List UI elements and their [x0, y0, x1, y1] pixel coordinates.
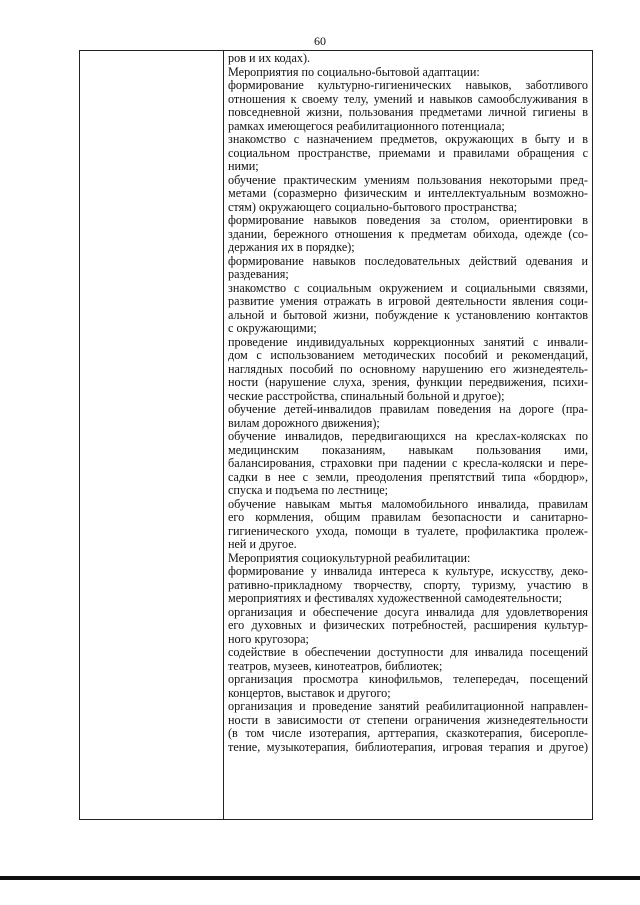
text-line: вилам дорожного движения); — [228, 415, 380, 430]
text-line: раздевания; — [228, 267, 289, 281]
text-line: медицинским показаниям, навыкам пользования ими, — [228, 442, 588, 457]
text-line: держания их в порядке); — [228, 240, 355, 254]
column-divider — [223, 51, 224, 819]
text-line: ного кругозора; — [228, 631, 309, 646]
text-line: спуска и подъема по лестнице; — [228, 483, 389, 497]
text-line: формирование культурно-гигиенических навыков, заботливого — [228, 78, 588, 92]
text-line: метами (соразмерно физическим и интеллектуальным возможно- — [228, 186, 588, 200]
text-line: ними; — [228, 159, 259, 173]
text-line: с окружающими; — [228, 321, 317, 335]
text-line: обучение практическим умениям пользования некоторыми пред- — [228, 172, 588, 187]
text-line: театров, музеев, кинотеатров, библиотек; — [228, 658, 443, 673]
text-line: ческие расстройства, спинальный больной и другое); — [228, 388, 505, 403]
text-line: альной и бытовой жизни, побуждение к установлению контактов — [228, 307, 588, 322]
text-line: стям) окружающего социально-бытового пространства; — [228, 199, 518, 214]
text-line: организация и обеспечение досуга инвалида для удовлетворения — [228, 604, 588, 619]
text-line: рамках имеющегося реабилитационного потенциала; — [228, 118, 505, 133]
text-line: его кормления, общим правилам безопасности и санитарно- — [228, 510, 588, 524]
text-line: мероприятиях и фестивалях художественной самодеятельности; — [228, 591, 563, 605]
content-table — [79, 50, 593, 820]
text-line: формирование навыков последовательных действий одевания и — [228, 253, 588, 268]
text-line: организация просмотра кинофильмов, телепередач, посещений — [228, 672, 588, 686]
text-line: повседневной жизни, пользования предметами личной гигиены в — [228, 105, 588, 119]
text-line: балансирования, страховки при падении с кресла-коляски и пере- — [228, 456, 588, 470]
text-line: знакомство с социальным окружением и социальными связями, — [228, 280, 588, 295]
text-line: его духовных и физических потребностей, расширения культур- — [228, 618, 588, 632]
text-line: содействие в обеспечении доступности для инвалида посещений — [228, 645, 588, 659]
text-line: ративно-прикладному творчеству, спорту, туризму, участию в — [228, 577, 588, 592]
text-line: отношения к своему телу, умений и навыков самообслуживания в — [228, 91, 588, 106]
text-line: тение, музыкотерапия, библиотерапия, игровая терапия и другое) — [228, 739, 588, 754]
text-line: развитие умения отражать в игровой деятельности явления соци- — [228, 294, 588, 308]
text-line: обучение инвалидов, передвигающихся на креслах-колясках по — [228, 429, 588, 443]
text-line: проведение индивидуальных коррекционных занятий с инвали- — [228, 334, 588, 349]
text-line: организация и проведение занятий реабилитационной направлен- — [228, 699, 588, 713]
text-line: социальном пространстве, приемами и правилами обращения с — [228, 145, 588, 160]
text-line: обучение навыкам мытья маломобильного инвалида, правилам — [228, 496, 588, 511]
text-line: Мероприятия по социально-бытовой адаптации: — [228, 64, 480, 79]
text-line: (в том числе изотерапия, арттерапия, сказкотерапия, бисеропле- — [228, 726, 588, 740]
text-line: формирование навыков поведения за столом, ориентировки в — [228, 213, 588, 227]
text-line: ров и их кодах). — [228, 51, 311, 65]
text-line: гигиенического ухода, помощи в туалете, профилактика пролеж- — [228, 523, 588, 538]
text-line: здании, бережного отношения к предметам обихода, одежде (со- — [228, 226, 588, 241]
text-line: знакомство с назначением предметов, окружающих в быту и в — [228, 132, 588, 146]
text-line: наглядных пособий по основному нарушению его жизнедеятель- — [228, 361, 588, 376]
text-line: концертов, выставок и другого; — [228, 685, 391, 700]
page-number: 60 — [314, 34, 326, 48]
text-line: ней и другое. — [228, 537, 297, 551]
text-line: обучение детей-инвалидов правилам поведения на дороге (пра- — [228, 402, 588, 416]
content-cell — [228, 52, 588, 754]
text-line: садки в нее с земли, преодоления препятствий типа «бордюр», — [228, 469, 588, 484]
text-line: дом с использованием методических пособий и рекомендаций, — [228, 348, 588, 362]
text-line: ности в зависимости от степени ограничения жизнедеятельности — [228, 712, 588, 727]
text-line: формирование у инвалида интереса к культуре, искусству, деко- — [228, 564, 588, 578]
text-line: ности (нарушение слуха, зрения, функции передвижения, психи- — [228, 375, 588, 389]
text-line: Мероприятия социокультурной реабилитации: — [228, 550, 471, 565]
page-bottom-rule — [0, 876, 640, 880]
